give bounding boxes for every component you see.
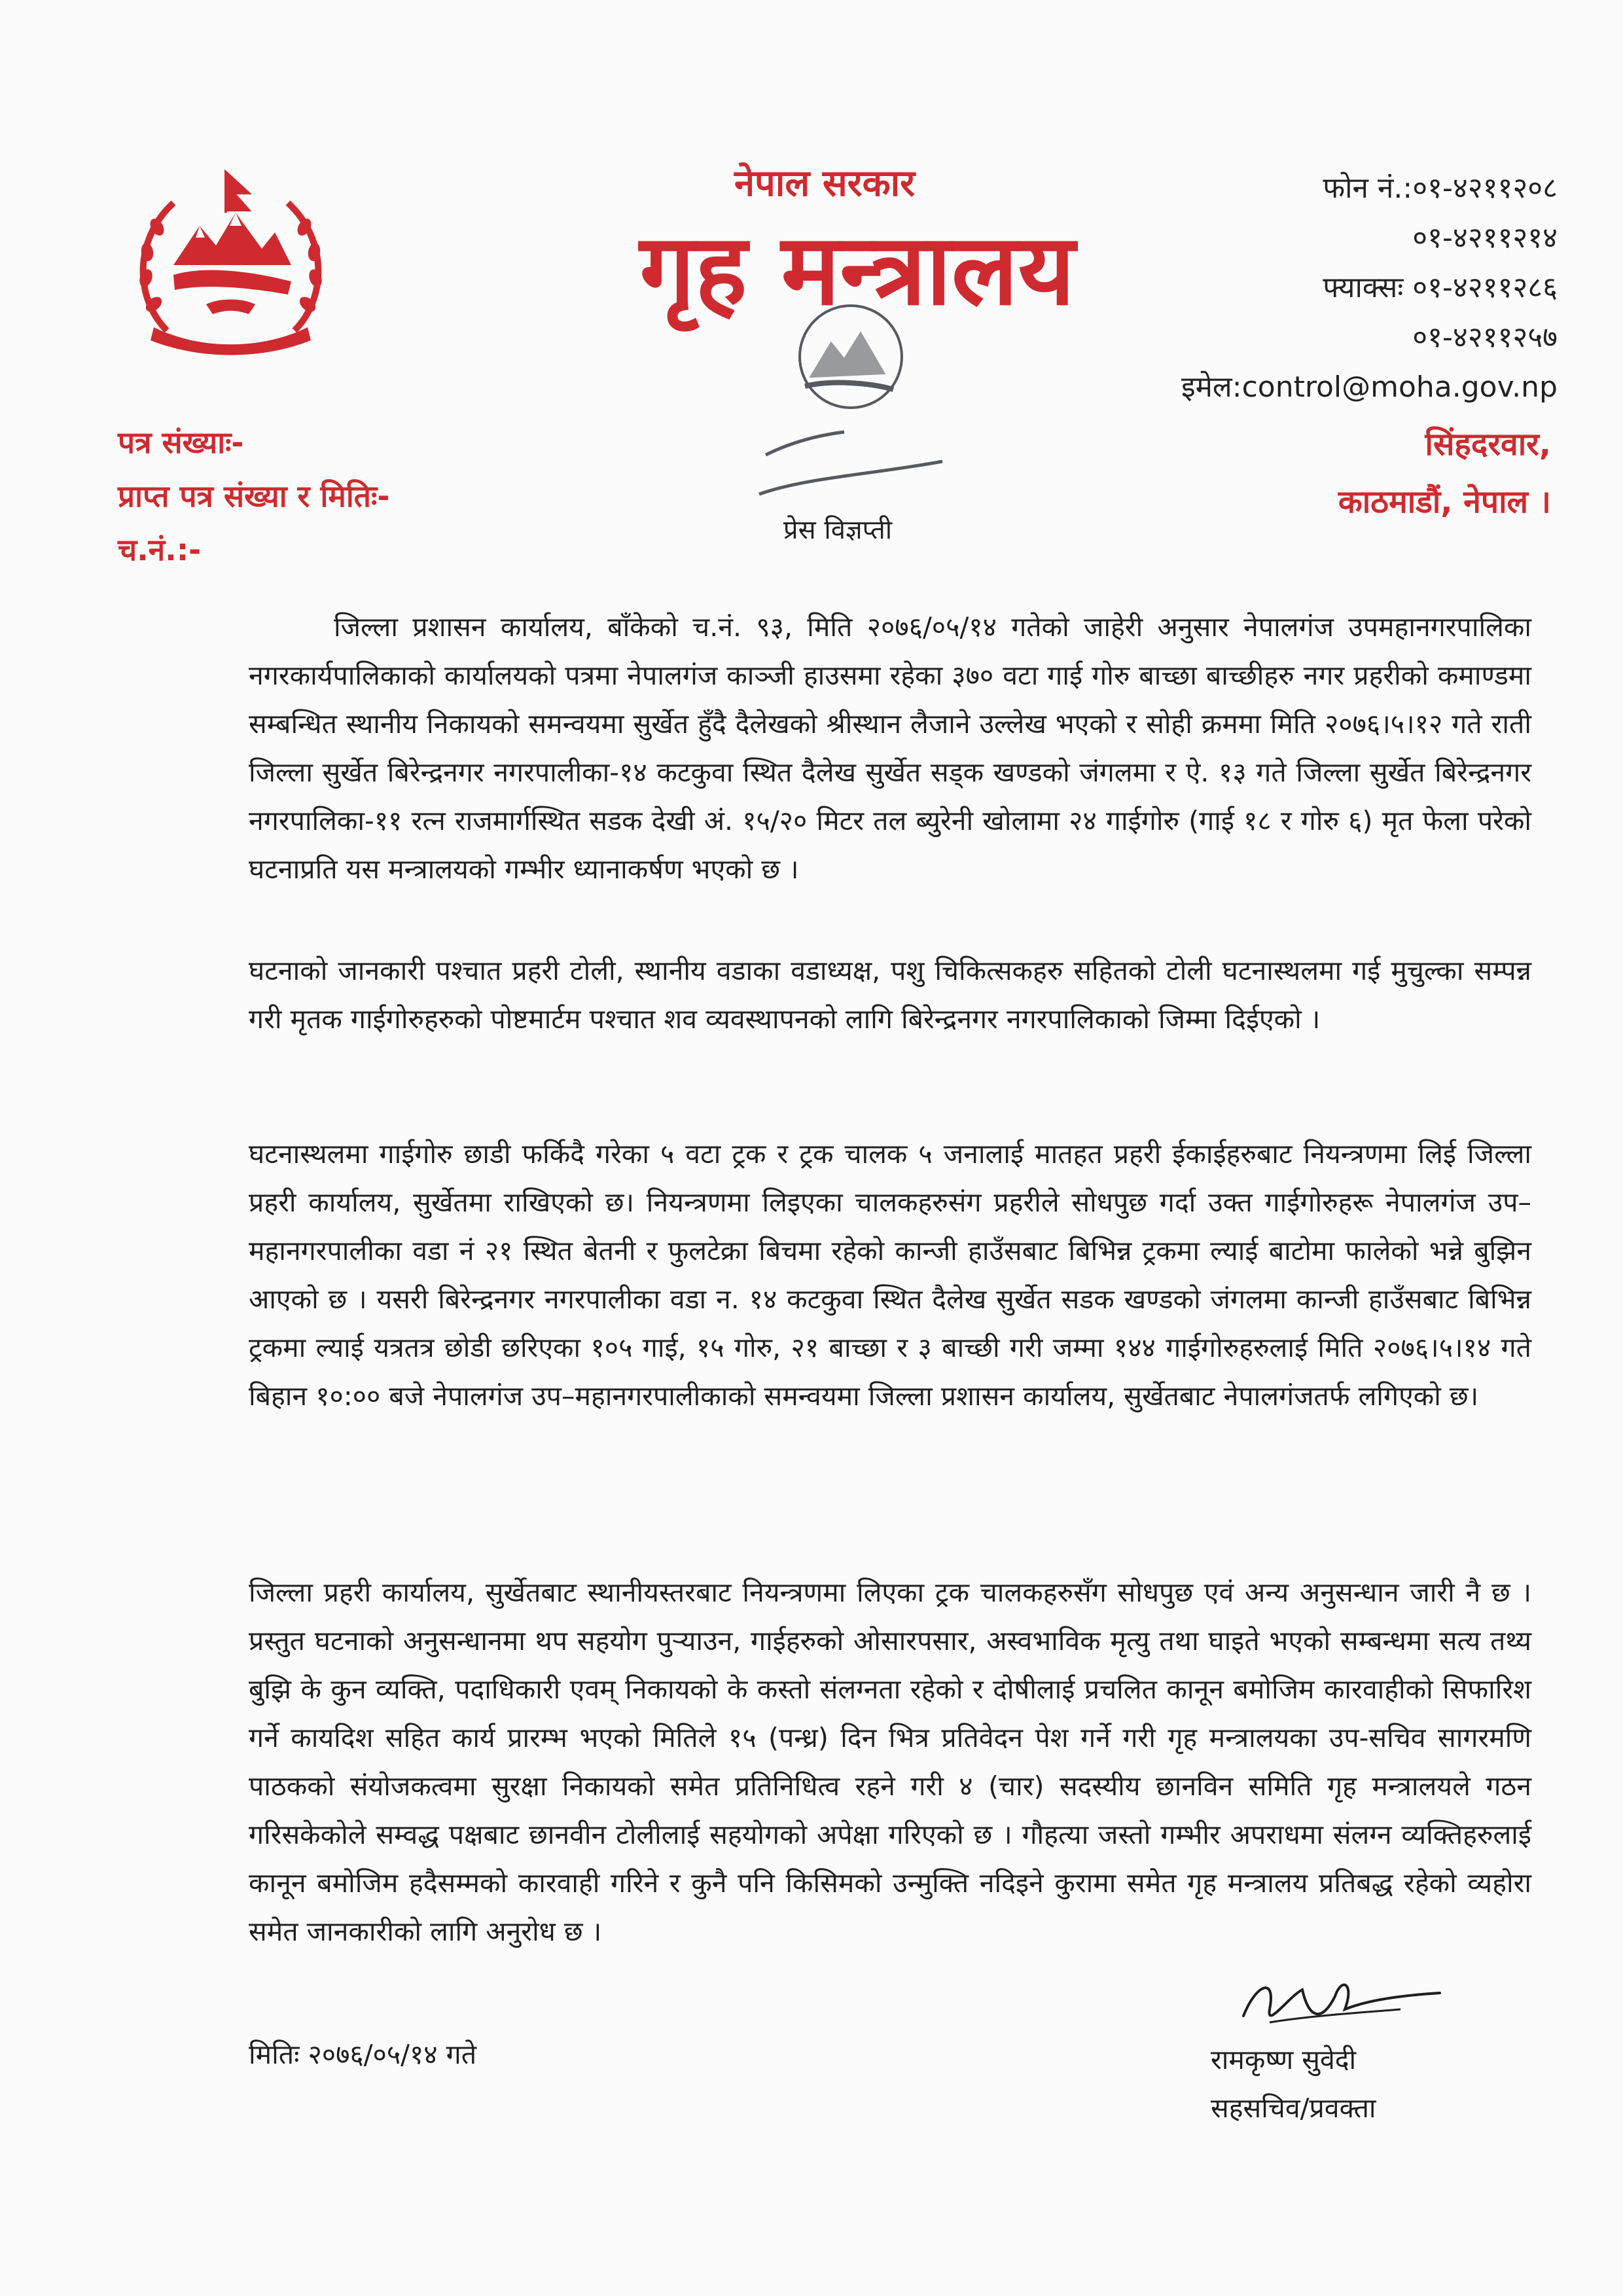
letter-number-label: पत्र संख्याः-: [118, 425, 244, 460]
dispatch-number-label: च.नं.:-: [118, 532, 202, 567]
signatory-block: [1211, 2036, 1472, 2132]
phone-row-2: [1086, 213, 1558, 263]
address-line-2: काठमाडौं, नेपाल ।: [1338, 484, 1551, 520]
email-row: [1086, 363, 1558, 412]
phone-number: ०१-४२११२१४: [1412, 221, 1558, 255]
nepal-emblem-icon: [128, 167, 334, 357]
signatory-name: रामकृष्ण सुवेदी: [1211, 2044, 1357, 2075]
fax-row-2: [1086, 313, 1558, 363]
issue-date: मितिः २०७६/०५/१४ गते: [249, 2039, 477, 2070]
phone-label: फोन नं.:: [1323, 171, 1413, 205]
address-line-1: सिंहदरवार,: [1425, 426, 1551, 463]
body-paragraph-4: जिल्ला प्रहरी कार्यालय, सुर्खेतबाट स्थानीयस्तरबाट नियन्त्रणमा लिएका ट्रक चालकहरुसँग सोधपुछ एवं अन्य अनुसन्धान जारी नै छ । प्रस्तुत घटनाको अनुसन्धानमा थप सहयोग पुर्‍याउन, गाईहरुको ओसारपसार, अस्वभाविक मृत्यु तथा घाइते भएको सम्बन्धमा सत्य तथ्य बुझि के कुन व्यक्ति, पदाधिकारी एवम् निकायको के कस्तो संलग्नता रहेको र दोषीलाई प्रचलित कानून बमोजिम कारवाहीको सिफारिश गर्ने कायदिश सहित कार्य प्रारम्भ भएको मितिले १५ (पन्ध्र) दिन भित्र प्रतिवेदन पेश गर्ने गरी गृह मन्त्रालयका उप-सचिव सागरमणि पाठकको संयोजकत्वमा सुरक्षा निकायको समेत प्रतिनिधित्व रहने गरी ४ (चार) सदस्यीय छानविन समिति गृह मन्त्रालयले गठन गरिसकेकोले सम्वद्ध पक्षबाट छानवीन टोलीलाई सहयोगको अपेक्षा गरिएको छ । गौहत्या जस्तो गम्भीर अपराधमा संलग्न व्यक्तिहरुलाई कानून बमोजिम हदैसम्मको कारवाही गरिने र कुनै पनि किसिमको उन्मुक्ति नदिइने कुरामा समेत गृह मन्त्रालय प्रतिबद्ध रहेको व्यहोरा समेत जानकारीको लागि अनुरोध छ ।: [249, 1577, 1532, 1947]
signatory-title: सहसचिव/प्रवक्ता: [1211, 2092, 1376, 2124]
body-paragraph-1: जिल्ला प्रशासन कार्यालय, बाँकेको च.नं. ९३, मिति २०७६/०५/१४ गतेको जाहेरी अनुसार नेपालगंज उपमहानगरपालिका नगरकार्यपालिकाको कार्यालयको पत्रमा नेपालगंज काञ्जी हाउसमा रहेका ३७० वटा गाई गोरु बाच्छा बाच्छीहरु नगर प्रहरीको कमाण्डमा सम्बन्धित स्थानीय निकायको समन्वयमा सुर्खेत हुँदै दैलेखको श्रीस्थान लैजाने उल्लेख भएको र सोही क्रममा मिति २०७६।५।१२ गते राती जिल्ला सुर्खेत बिरेन्द्रनगर नगरपालीका-१४ कटकुवा स्थित दैलेख सुर्खेत सड्क खण्डको जंगलमा र ऐ. १३ गते जिल्ला सुर्खेत बिरेन्द्रनगर नगरपालिका-११ रत्न राजमार्गस्थित सडक देखी अं. १५/२० मिटर तल ब्युरेनी खोलामा २४ गाईगोरु (गाई १८ र गोरु ६) मृत फेला परेको घटनाप्रति यस मन्त्रालयको गम्भीर ध्यानाकर्षण भएको छ ।: [249, 611, 1531, 885]
body-paragraph-2: घटनाको जानकारी पश्चात प्रहरी टोली, स्थानीय वडाका वडाध्यक्ष, पशु चिकित्सकहरु सहितको टोली घटनास्थलमा गई मुचुल्का सम्पन्न गरी मृतक गाईगोरुहरुको पोष्टमार्टम पश्चात शव व्यवस्थापनको लागि बिरेन्द्रनगर नगरपालिकाको जिम्मा दिईएको ।: [249, 955, 1531, 1035]
reference-block: [118, 416, 389, 577]
email-address: control@moha.gov.np: [1241, 370, 1558, 404]
fax-label: फ्याक्सः: [1323, 271, 1404, 304]
ministry-name: गृह मन्त्रालय: [639, 213, 1075, 327]
government-name: नेपाल सरकार: [734, 162, 916, 205]
body-paragraph-3: घटनास्थलमा गाईगोरु छाडी फर्किदै गरेका ५ वटा ट्रक र ट्रक चालक ५ जनालाई मातहत प्रहरी ईकाईहरुबाट नियन्त्रणमा लिई जिल्ला प्रहरी कार्यालय, सुर्खेतमा राखिएको छ। नियन्त्रणमा लिइएका चालकहरुसंग प्रहरीले सोधपुछ गर्दा उक्त गाईगोरुहरू नेपालगंज उप–महानगरपालीका वडा नं २१ स्थित बेतनी र फुलटेक्रा बिचमा रहेको कान्जी हाउँसबाट बिभिन्न ट्रकमा ल्याई बाटोमा फालेको भन्ने बुझिन आएको छ । यसरी बिरेन्द्रनगर नगरपालीका वडा न. १४ कटकुवा स्थित दैलेख सुर्खेत सडक खण्डको जंगलमा कान्जी हाउँसबाट बिभिन्न ट्रकमा ल्याई यत्रतत्र छोडी छरिएका १०५ गाई, १५ गोरु, २१ बाच्छा र ३ बाच्छी गरी जम्मा १४४ गाईगोरुहरुलाई मिति २०७६।५।१४ गते बिहान १०:०० बजे नेपालगंज उप–महानगरपालीकाको समन्वयमा जिल्ला प्रशासन कार्यालय, सुर्खेतबाट नेपालगंजतर्फ लगिएको छ।: [249, 1138, 1531, 1412]
ministry-stamp-icon: [726, 298, 969, 514]
signature-icon: [1230, 1957, 1453, 2042]
received-letter-label: प्राप्त पत्र संख्या र मितिः-: [118, 478, 390, 514]
fax-number: ०१-४२११२८६: [1412, 271, 1558, 304]
contact-block: [1086, 164, 1558, 412]
email-label: इमेल:: [1181, 370, 1242, 404]
phone-row: [1086, 164, 1558, 213]
fax-number: ०१-४२११२५७: [1412, 321, 1558, 354]
press-release-title: प्रेस विज्ञप्ती: [783, 515, 893, 545]
fax-row: [1086, 263, 1558, 313]
phone-number: ०१-४२११२०८: [1412, 171, 1558, 205]
office-address: [1178, 416, 1551, 531]
